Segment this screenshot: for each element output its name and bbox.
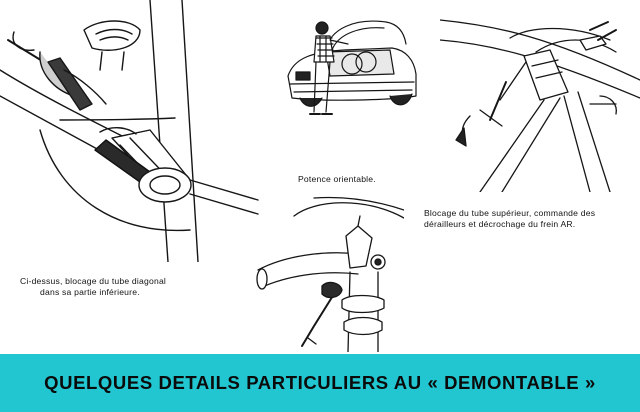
illustration-top-tube-derailleur-controls [440, 0, 640, 192]
illustration-diagonal-tube-lock [0, 0, 260, 262]
title-banner [0, 354, 640, 412]
caption-adjustable-stem: Potence orientable. [298, 174, 376, 184]
caption-top-tube-lock: Blocage du tube supérieur, commande des dérailleurs et décrochage du frein AR. [424, 208, 596, 229]
illustration-adjustable-stem [254, 196, 404, 352]
caption-diagonal-tube: Ci-dessus, blocage du tube diagonal dans sa partie inférieure. [20, 276, 167, 297]
illustration-car-trunk-folding-bike [286, 14, 418, 122]
banner-title: QUELQUES DETAILS PARTICULIERS AU « DEMONTABLE » [44, 372, 596, 393]
